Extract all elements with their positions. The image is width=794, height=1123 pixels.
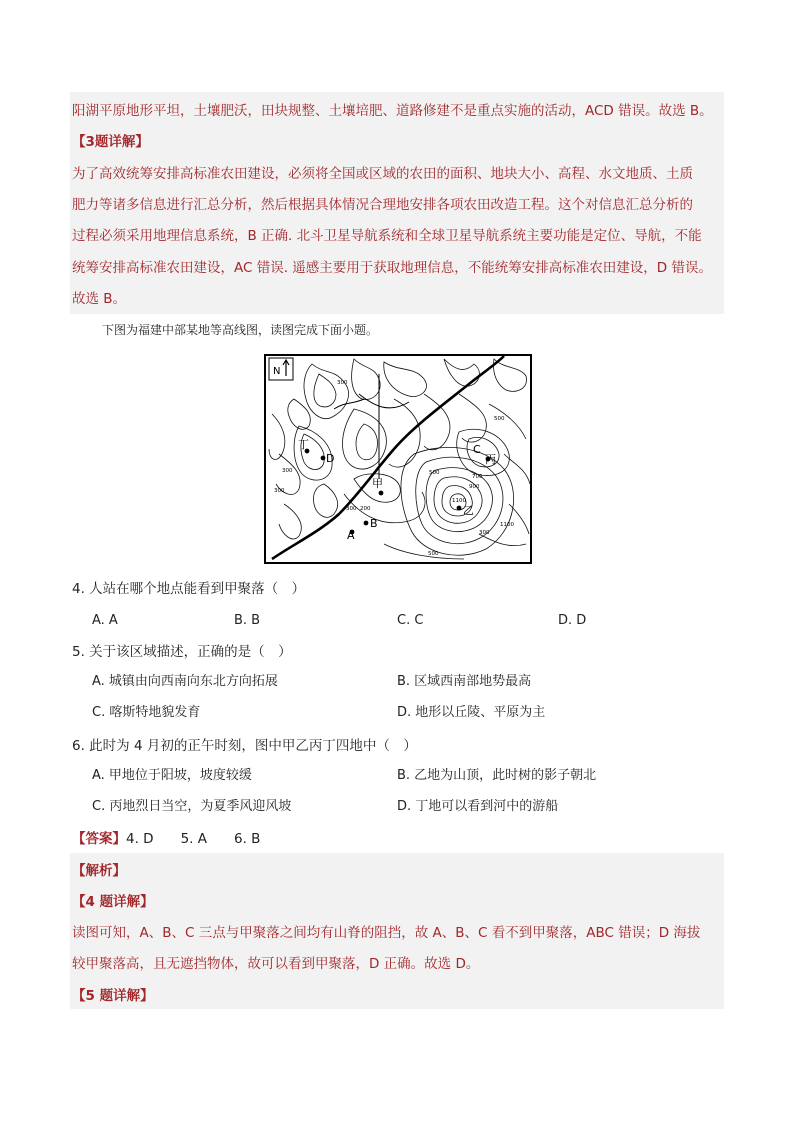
contour-label: 900 bbox=[469, 484, 480, 490]
contour-label: 300 bbox=[337, 380, 348, 386]
q4-option-d: D. D bbox=[558, 613, 587, 628]
contour-label: 200 bbox=[360, 506, 371, 512]
answer-label: 【答案】 bbox=[72, 831, 126, 847]
section-header: 【3题详解】 bbox=[72, 134, 149, 150]
map-label-bing: 丙 bbox=[485, 453, 496, 466]
map-label-ding: 丁 bbox=[298, 438, 309, 451]
map-label-A: A bbox=[347, 529, 355, 542]
q6-option-b: B. 乙地为山顶，此时树的影子朝北 bbox=[397, 768, 597, 783]
q5-option-c: C. 喀斯特地貌发育 bbox=[92, 705, 201, 720]
section-header: 【5 题详解】 bbox=[72, 988, 154, 1004]
map-label-D: D bbox=[326, 452, 335, 465]
contour-label: 300 bbox=[479, 530, 490, 536]
explanation-line: 故选 B。 bbox=[72, 291, 127, 307]
q6-option-a: A. 甲地位于阳坡，坡度较缓 bbox=[92, 768, 252, 783]
q6-option-c: C. 丙地烈日当空，为夏季风迎风坡 bbox=[92, 799, 292, 814]
q4-option-a: A. A bbox=[92, 613, 118, 628]
map-label-B: B bbox=[370, 517, 378, 530]
explanation-line: 统筹安排高标准农田建设，AC 错误. 遥感主要用于获取地理信息，不能统筹安排高标准农田建设，D 错误。 bbox=[72, 260, 712, 276]
analysis-header: 【解析】 bbox=[72, 863, 126, 879]
map-label-yi: 乙 bbox=[463, 504, 474, 517]
question-5-stem: 5. 关于该区域描述，正确的是（ ） bbox=[72, 644, 292, 660]
answer-text: 4. D 5. A 6. B bbox=[126, 831, 261, 847]
explanation-line: 过程必须采用地理信息系统，B 正确. 北斗卫星导航系统和全球卫星导航系统主要功能是定位、导航，不能 bbox=[72, 228, 702, 244]
contour-label: 500 bbox=[494, 416, 505, 422]
contour-map bbox=[264, 354, 532, 564]
map-label-jia: 甲 bbox=[372, 477, 383, 490]
contour-label: 500 bbox=[428, 551, 439, 557]
north-label: N bbox=[273, 366, 281, 377]
contour-label: 300 bbox=[346, 506, 357, 512]
q4-option-c: C. C bbox=[397, 613, 424, 628]
contour-label: 300 bbox=[274, 488, 285, 494]
explanation-line: 肥力等诸多信息进行汇总分析，然后根据具体情况合理地安排各项农田改造工程。这个对信息汇总分析的 bbox=[72, 197, 693, 213]
answer-line bbox=[72, 829, 260, 849]
q5-option-d: D. 地形以丘陵、平原为主 bbox=[397, 705, 546, 720]
map-label-C: C bbox=[473, 443, 481, 456]
contour-label: 500 bbox=[429, 470, 440, 476]
q6-option-d: D. 丁地可以看到河中的游船 bbox=[397, 799, 559, 814]
section-header: 【4 题详解】 bbox=[72, 894, 154, 910]
explanation-line: 为了高效统筹安排高标准农田建设，必须将全国或区域的农田的面积、地块大小、高程、水文地质、土质 bbox=[72, 166, 693, 182]
q5-option-a: A. 城镇由向西南向东北方向拓展 bbox=[92, 674, 278, 689]
q5-option-b: B. 区域西南部地势最高 bbox=[397, 674, 532, 689]
contour-label: 1100 bbox=[500, 522, 514, 528]
q4-option-b: B. B bbox=[234, 613, 261, 628]
explanation-line: 较甲聚落高，且无遮挡物体，故可以看到甲聚落，D 正确。故选 D。 bbox=[72, 956, 480, 972]
question-4-stem: 4. 人站在哪个地点能看到甲聚落（ ） bbox=[72, 581, 306, 597]
explanation-line: 阳湖平原地形平坦，土壤肥沃，田块规整、土壤培肥、道路修建不是重点实施的活动，ACD 错误。故选 B。 bbox=[72, 103, 713, 119]
explanation-line: 读图可知，A、B、C 三点与甲聚落之间均有山脊的阻挡，故 A、B、C 看不到甲聚落，ABC 错误；D 海拔 bbox=[72, 925, 701, 941]
contour-label: 300 bbox=[282, 468, 293, 474]
figure-intro: 下图为福建中部某地等高线图，读图完成下面小题。 bbox=[102, 323, 379, 337]
contour-label: 700 bbox=[472, 474, 483, 480]
question-6-stem: 6. 此时为 4 月初的正午时刻，图中甲乙丙丁四地中（ ） bbox=[72, 738, 417, 754]
contour-label: 1100 bbox=[452, 498, 466, 504]
